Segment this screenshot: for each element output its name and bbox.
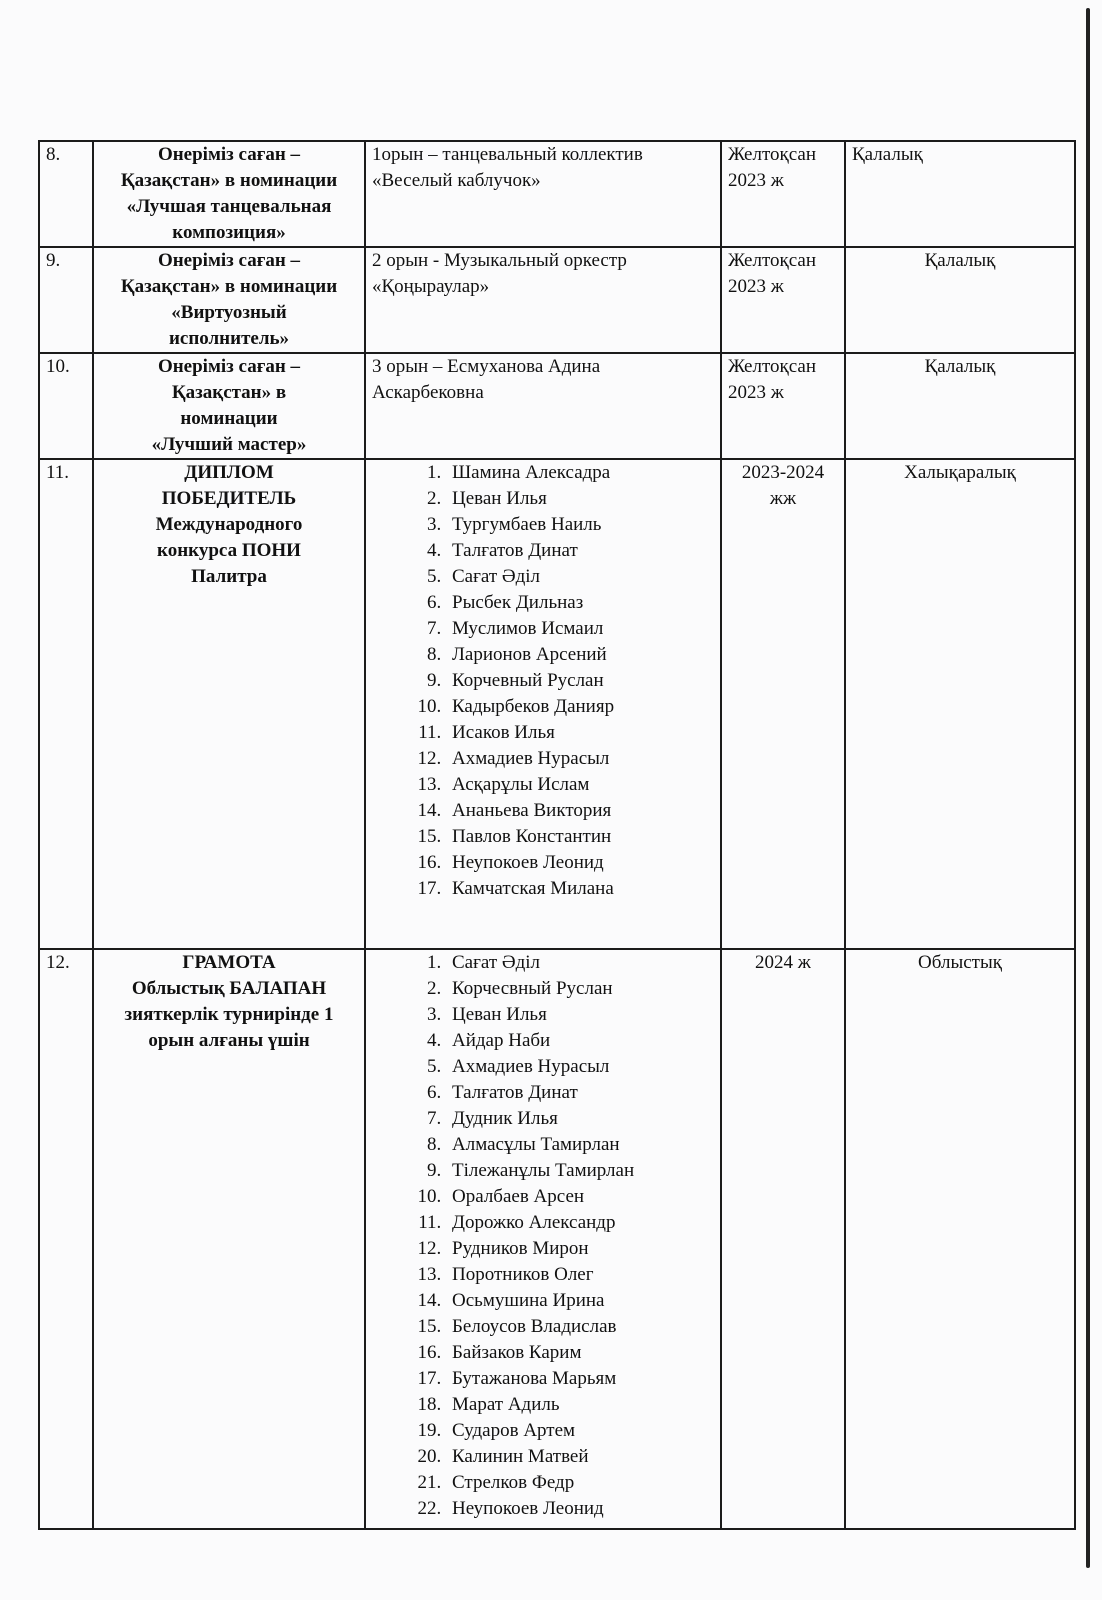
list-item: 7. Дудник Илья [446, 1106, 714, 1132]
list-item: 10. Кадырбеков Данияр [446, 694, 714, 720]
table-row [39, 247, 1075, 353]
event-date: Желтоқсан 2023 ж [721, 247, 845, 353]
list-item: 16. Байзаков Карим [446, 1340, 714, 1366]
event-date: Желтоқсан 2023 ж [721, 141, 845, 247]
list-item: 9. Тілежанұлы Тамирлан [446, 1158, 714, 1184]
list-item: 16. Неупокоев Леонид [446, 850, 714, 876]
list-item: 17. Бутажанова Марьям [446, 1366, 714, 1392]
row-number: 9. [39, 247, 93, 353]
row-number: 12. [39, 949, 93, 1529]
event-level: Қалалық [845, 141, 1075, 247]
list-item: 6. Рысбек Дильназ [446, 590, 714, 616]
list-item: 2. Цеван Илья [446, 486, 714, 512]
list-item: 13. Поротников Олег [446, 1262, 714, 1288]
event-date: 2023-2024 жж [721, 459, 845, 949]
table-row [39, 141, 1075, 247]
list-item: 12. Ахмадиев Нурасыл [446, 746, 714, 772]
list-item: 8. Ларионов Арсений [446, 642, 714, 668]
event-level: Қалалық [845, 247, 1075, 353]
participants [365, 949, 721, 1529]
table-row [39, 459, 1075, 949]
participant-list [372, 460, 714, 902]
event-name: Онеріміз саған – Қазақстан» в номинации «Лучший мастер» [93, 353, 365, 459]
participant-list [372, 950, 714, 1522]
list-item: 15. Белоусов Владислав [446, 1314, 714, 1340]
list-item: 11. Исаков Илья [446, 720, 714, 746]
list-item: 20. Калинин Матвей [446, 1444, 714, 1470]
list-item: 6. Талғатов Динат [446, 1080, 714, 1106]
event-level: Халықаралық [845, 459, 1075, 949]
list-item: 1. Сағат Әділ [446, 950, 714, 976]
list-item: 7. Муслимов Исмаил [446, 616, 714, 642]
list-item: 5. Сағат Әділ [446, 564, 714, 590]
table-row [39, 949, 1075, 1529]
event-name: Онеріміз саған – Қазақстан» в номинации «Лучшая танцевальная композиция» [93, 141, 365, 247]
list-item: 15. Павлов Константин [446, 824, 714, 850]
row-number: 11. [39, 459, 93, 949]
list-item: 1. Шамина Алексадра [446, 460, 714, 486]
event-name: Онеріміз саған – Қазақстан» в номинации «Виртуозный исполнитель» [93, 247, 365, 353]
list-item: 5. Ахмадиев Нурасыл [446, 1054, 714, 1080]
list-item: 8. Алмасұлы Тамирлан [446, 1132, 714, 1158]
list-item: 11. Дорожко Александр [446, 1210, 714, 1236]
list-item: 9. Корчевный Руслан [446, 668, 714, 694]
event-level: Облыстық [845, 949, 1075, 1529]
row-number: 10. [39, 353, 93, 459]
list-item: 3. Цеван Илья [446, 1002, 714, 1028]
event-name: ДИПЛОМ ПОБЕДИТЕЛЬ Международного конкурса ПОНИ Палитра [93, 459, 365, 949]
participants: 2 орын - Музыкальный оркестр «Қоңыраулар» [365, 247, 721, 353]
participants: 1орын – танцевальный коллектив «Веселый каблучок» [365, 141, 721, 247]
row-number: 8. [39, 141, 93, 247]
participants [365, 459, 721, 949]
event-name: ГРАМОТА Облыстық БАЛАПАН зияткерлік турнирінде 1 орын алғаны үшін [93, 949, 365, 1529]
list-item: 13. Асқарұлы Ислам [446, 772, 714, 798]
page-edge [1086, 8, 1090, 1568]
list-item: 19. Сударов Артем [446, 1418, 714, 1444]
list-item: 14. Осьмушина Ирина [446, 1288, 714, 1314]
table-row [39, 353, 1075, 459]
list-item: 4. Талғатов Динат [446, 538, 714, 564]
awards-table [38, 140, 1076, 1530]
list-item: 3. Тургумбаев Наиль [446, 512, 714, 538]
event-level: Қалалық [845, 353, 1075, 459]
list-item: 21. Стрелков Федр [446, 1470, 714, 1496]
list-item: 17. Камчатская Милана [446, 876, 714, 902]
list-item: 4. Айдар Наби [446, 1028, 714, 1054]
event-date: Желтоқсан 2023 ж [721, 353, 845, 459]
list-item: 22. Неупокоев Леонид [446, 1496, 714, 1522]
list-item: 2. Корчесвный Руслан [446, 976, 714, 1002]
list-item: 18. Марат Адиль [446, 1392, 714, 1418]
event-date: 2024 ж [721, 949, 845, 1529]
list-item: 14. Ананьева Виктория [446, 798, 714, 824]
list-item: 12. Рудников Мирон [446, 1236, 714, 1262]
list-item: 10. Оралбаев Арсен [446, 1184, 714, 1210]
participants: 3 орын – Есмуханова Адина Аскарбековна [365, 353, 721, 459]
